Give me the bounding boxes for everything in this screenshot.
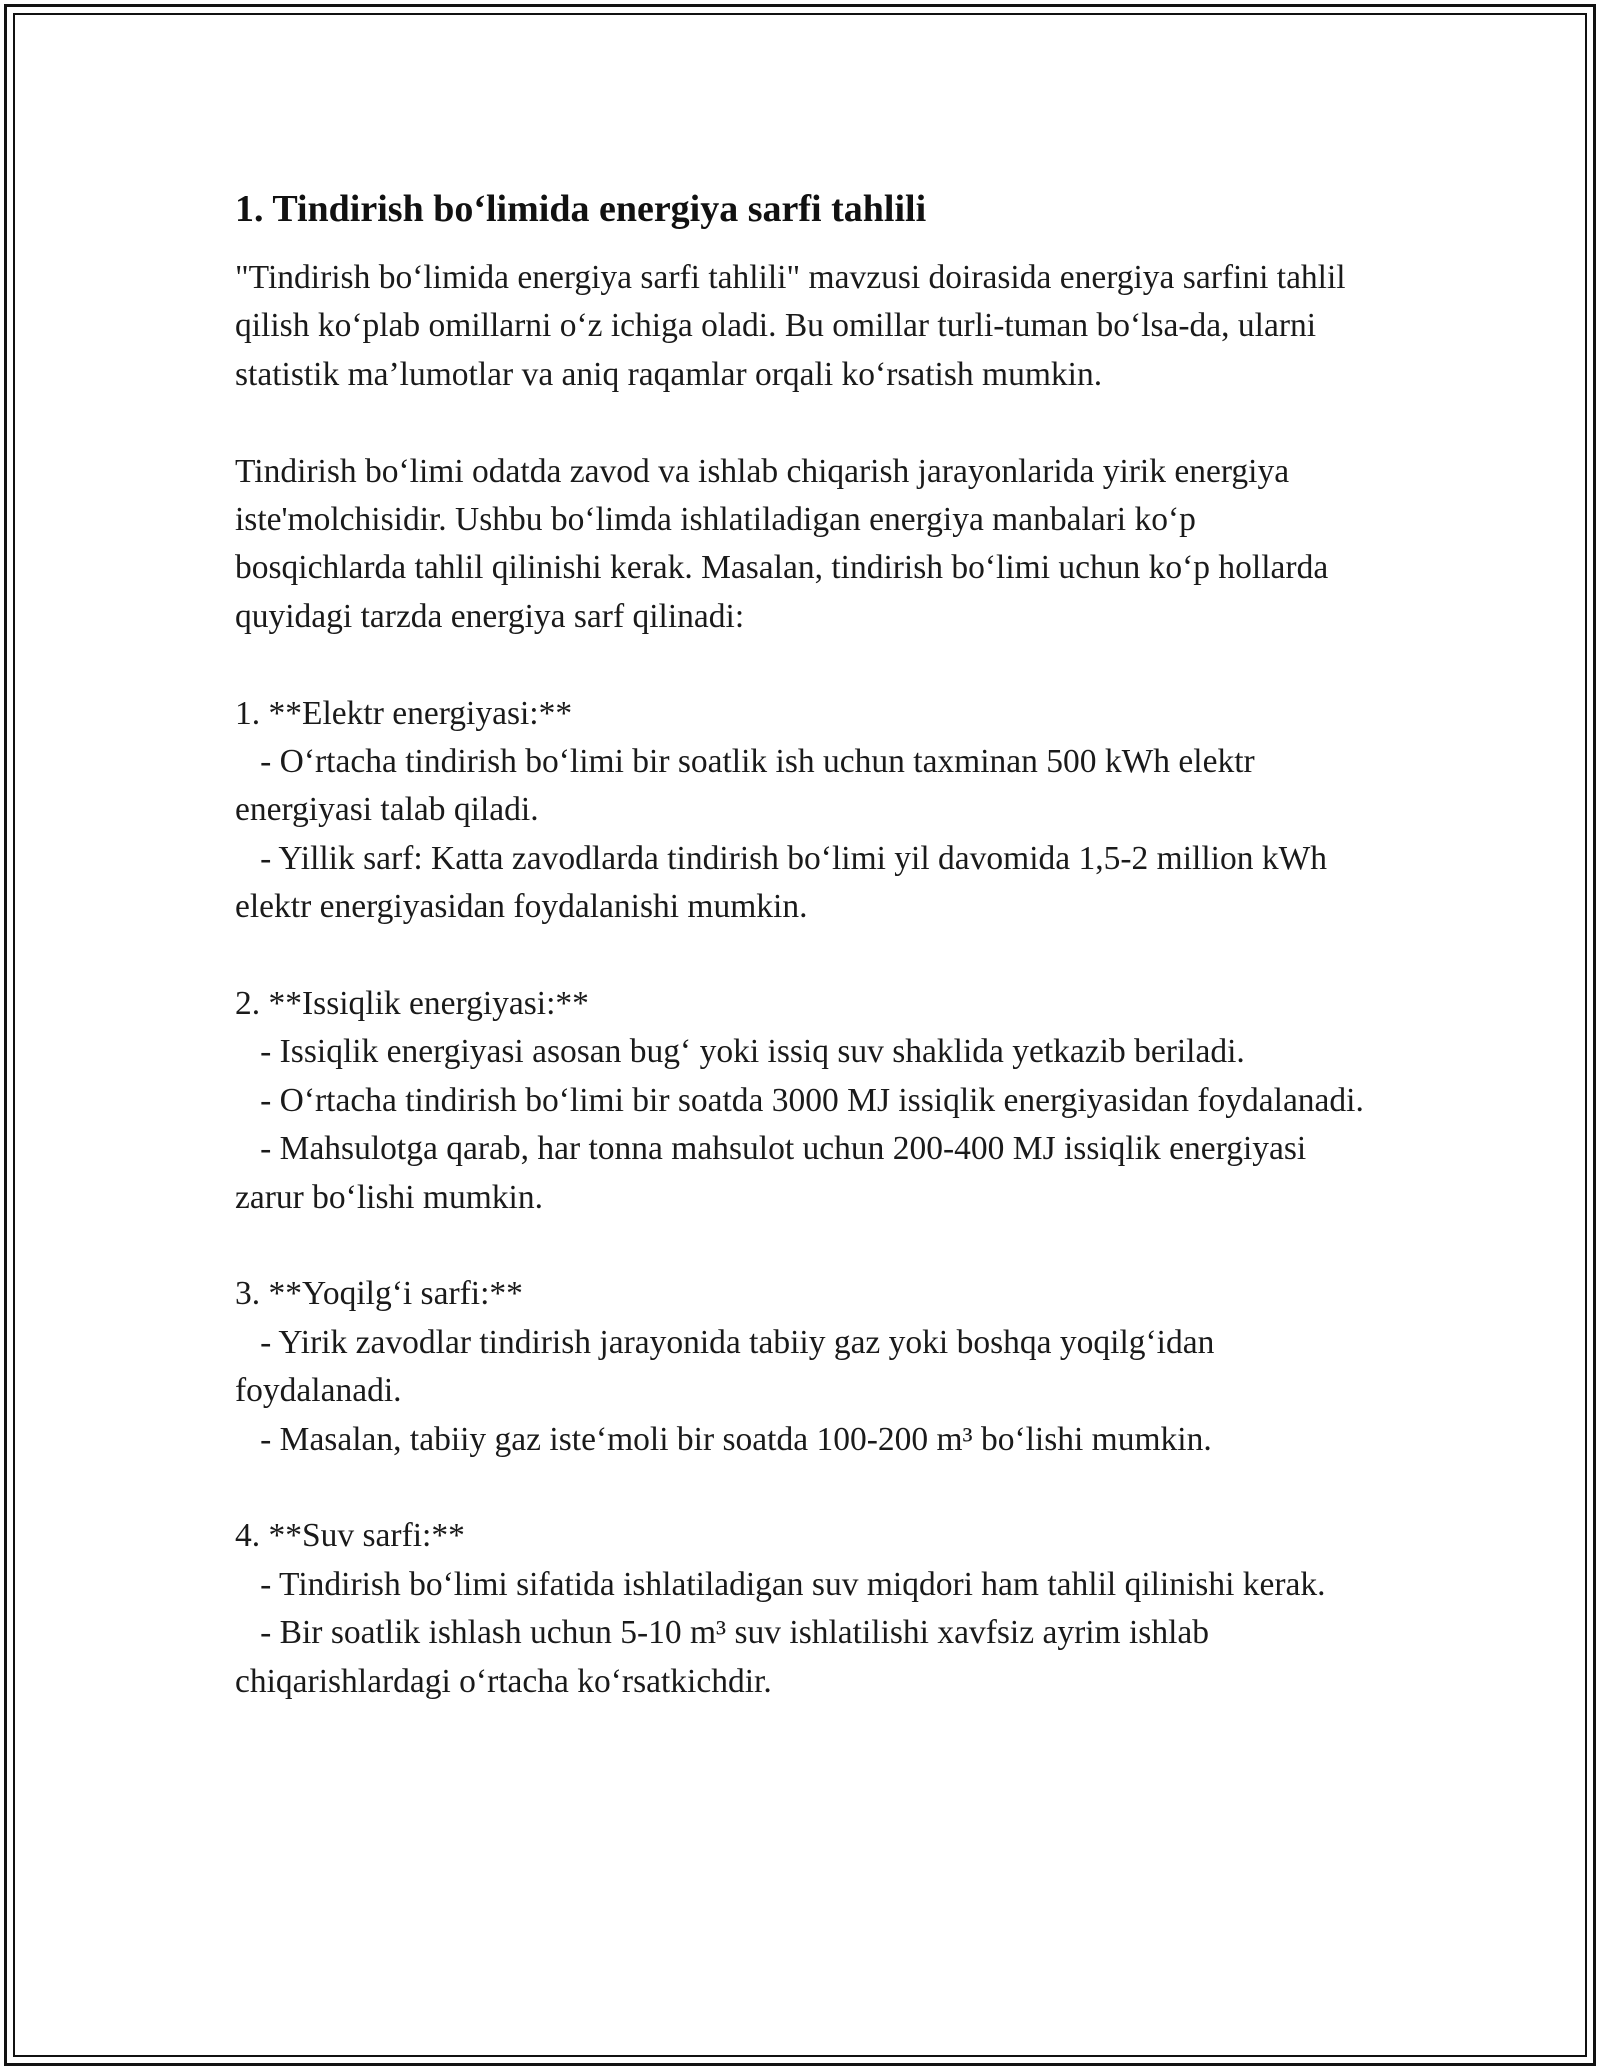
section-item: - Issiqlik energiyasi asosan bug‘ yoki issiq suv shaklida yetkazib beriladi. [235, 1033, 1245, 1071]
section-item: - Mahsulotga qarab, har tonna mahsulot uchun 200-400 MJ issiqlik energiyasi zarur bo‘lishi mumkin. [235, 1130, 1315, 1216]
document-body [235, 185, 1365, 1706]
paragraph-gap [235, 399, 1365, 447]
paragraph-gap [235, 641, 1365, 689]
section-item: - Yirik zavodlar tindirish jarayonida tabiiy gaz yoki boshqa yoqilg‘idan foydalanadi. [235, 1323, 1223, 1410]
paragraph-gap [235, 1222, 1365, 1270]
section-item: - Tindirish bo‘limi sifatida ishlatiladigan suv miqdori ham tahlil qilinishi kerak. [235, 1565, 1326, 1603]
document-title: 1. Tindirish bo‘limida energiya sarfi tahlili [235, 188, 927, 230]
section-heat [235, 980, 1365, 1222]
paragraph-gap [235, 1464, 1365, 1512]
section-item: - Bir soatlik ishlash uchun 5-10 m³ suv ishlatilishi xavfsiz ayrim ishlab chiqarishlardagi o‘rtacha ko‘rsatkichdir. [235, 1614, 1218, 1700]
section-heading: 1. **Elektr energiyasi:** [235, 694, 573, 732]
intro-paragraph-2: Tindirish bo‘limi odatda zavod va ishlab chiqarish jarayonlarida yirik energiya iste'molchisidir. Ushbu bo‘limda ishlatiladigan energiya manbalari ko‘p bosqichlarda tahlil qilinishi kerak. Masalan, tindirish bo‘limi uchun ko‘p hollarda quyidagi tarzda energiya sarf qilinadi: [235, 452, 1337, 635]
section-heading: 3. **Yoqilg‘i sarfi:** [235, 1275, 523, 1313]
section-item: - Masalan, tabiiy gaz iste‘moli bir soatda 100-200 m³ bo‘lishi mumkin. [235, 1420, 1212, 1458]
section-heading: 4. **Suv sarfi:** [235, 1517, 465, 1555]
section-item: - Yillik sarf: Katta zavodlarda tindirish bo‘limi yil davomida 1,5-2 million kWh elektr energiyasidan foydalanishi mumkin. [235, 839, 1336, 926]
section-electricity [235, 690, 1365, 932]
paragraph-gap [235, 932, 1365, 980]
section-fuel [235, 1270, 1365, 1464]
section-item: - O‘rtacha tindirish bo‘limi bir soatda 3000 MJ issiqlik energiyasidan foydalanadi. [235, 1081, 1364, 1119]
section-heading: 2. **Issiqlik energiyasi:** [235, 985, 589, 1023]
section-water [235, 1512, 1365, 1706]
intro-paragraph-1: "Tindirish bo‘limida energiya sarfi tahlili" mavzusi doirasida energiya sarfini tahlil qilish ko‘plab omillarni o‘z ichiga oladi. Bu omillar turli-tuman bo‘lsa-da, ularni statistik ma’lumotlar va aniq raqamlar orqali ko‘rsatish mumkin. [235, 259, 1354, 393]
section-item: - O‘rtacha tindirish bo‘limi bir soatlik ish uchun taxminan 500 kWh elektr energiyasi talab qiladi. [235, 743, 1264, 829]
